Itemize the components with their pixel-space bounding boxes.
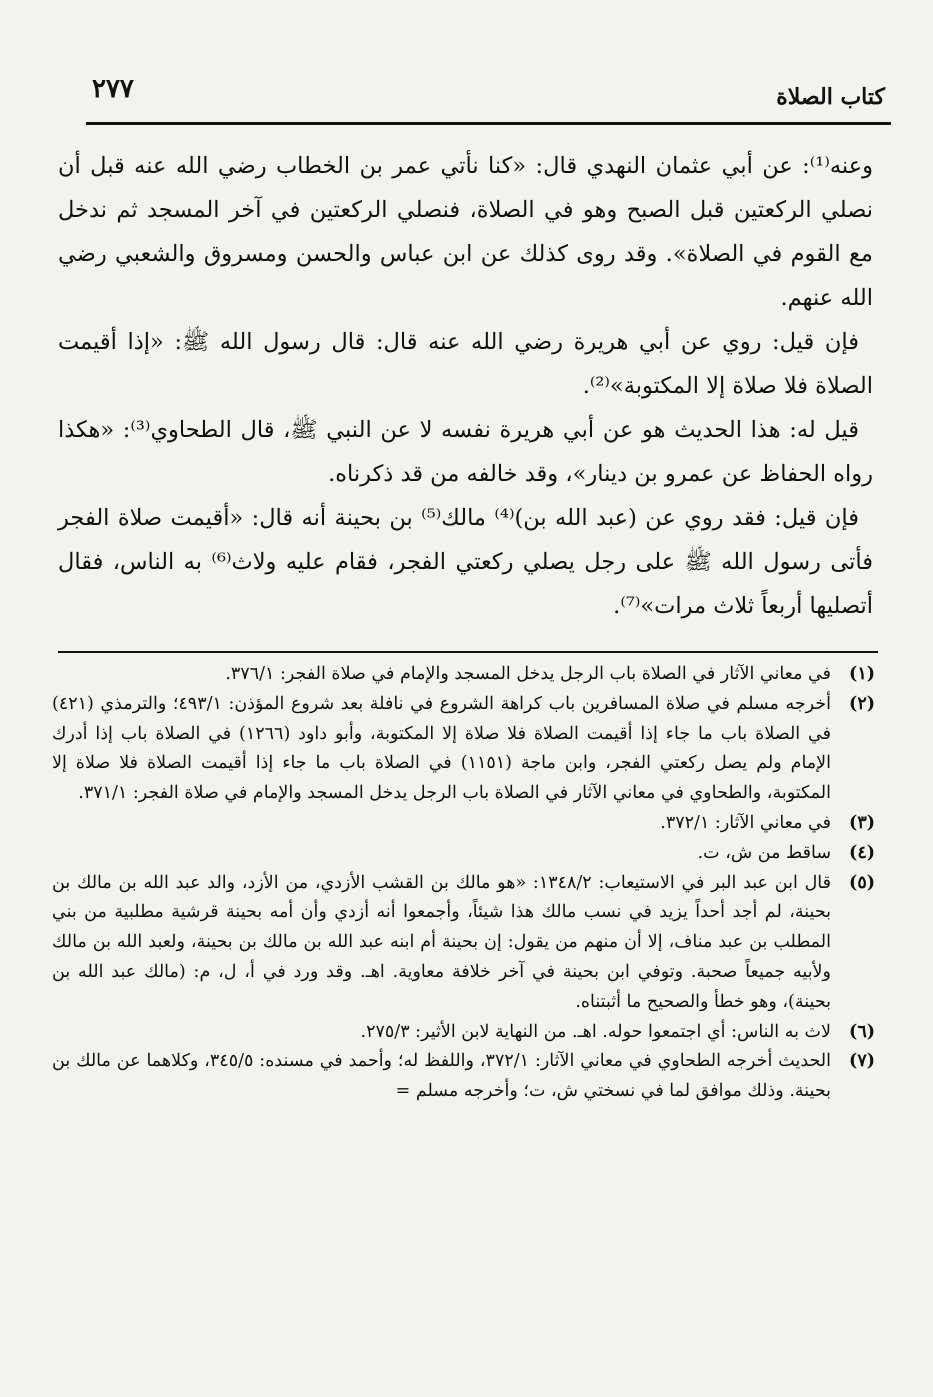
footnote-number: (٧) bbox=[849, 1051, 875, 1072]
header-rule bbox=[86, 122, 891, 125]
footnote-text: في معاني الآثار: ٣٧٢/١. bbox=[660, 812, 831, 833]
footnote-number: (١) bbox=[849, 664, 875, 684]
footnote bbox=[52, 809, 875, 839]
paragraph: وعنه⁽¹⁾: عن أبي عثمان النهدي قال: «كنا نأتي عمر بن الخطاب رضي الله عنه قبل أن نصلي الركعتين قبل الصبح وهو في الصلاة، فنصلي الركعتين في آخر المسجد ثم ندخل مع القوم في الصلاة». وقد روى كذلك عن ابن عباس والحسن ومسروق والشعبي رضي الله عنهم. bbox=[58, 153, 873, 311]
footnote bbox=[52, 1047, 875, 1107]
page-number: ٢٧٧ bbox=[92, 74, 134, 104]
footnote-text: قال ابن عبد البر في الاستيعاب: ١٣٤٨/٢: «هو مالك بن القشب الأزدي، من الأزد، والد عبد الله بن مالك بن بحينة، لم أجد أحداً يزيد في نسب مالك هذا شيئاً، وأجمعوا أنه أزدي وأن أمه بحينة قرشية مطلبية من بني المطلب بن عبد مناف، إلا أن منهم من يقول: إن بحينة أم ابنه عبد الله بن مالك بن بحينة، ولعبد الله بن مالك ولأبيه جميعاً صحبة. وتوفي ابن بحينة في آخر خلافة معاوية. اهـ. وقد ورد في أ، ل، م: (مالك عبد الله بن بحينة)، وهو خطأ والصحيح ما أثبتناه. bbox=[52, 872, 831, 1012]
footnote-text: ساقط من ش، ت. bbox=[697, 842, 831, 863]
footnote-number: (٣) bbox=[849, 812, 875, 833]
chapter-title: كتاب الصلاة bbox=[776, 84, 885, 110]
footnotes bbox=[52, 660, 875, 1107]
footnote-number: (٤) bbox=[849, 842, 875, 863]
paragraph: قيل له: هذا الحديث هو عن أبي هريرة نفسه لا عن النبي ﷺ، قال الطحاوي⁽³⁾: «هكذا رواه الحفاظ عن عمرو بن دينار»، وقد خالفه من قد ذكرناه. bbox=[58, 417, 873, 487]
paragraph: فإن قيل: روي عن أبي هريرة رضي الله عنه قال: قال رسول الله ﷺ: «إذا أقيمت الصلاة فلا صلاة إلا المكتوبة»⁽²⁾. bbox=[58, 329, 873, 399]
footnote bbox=[52, 1018, 875, 1048]
footnote-text: أخرجه مسلم في صلاة المسافرين باب كراهة الشروع في نافلة بعد شروع المؤذن: ٤٩٣/١؛ والترمذي (٤٢١) في الصلاة باب ما جاء إذا أقيمت الصلاة فلا صلاة إلا المكتوبة، وأبو داود (١٢٦٦) في الصلاة باب إذا أدرك الإمام ولم يصل ركعتي الفجر، وابن ماجة (١١٥١) في الصلاة باب ما جاء إذا أقيمت الصلاة فلا صلاة إلا المكتوبة، والطحاوي في معاني الآثار في الصلاة باب الرجل يدخل المسجد والإمام في صلاة الفجر: ٣٧١/١. bbox=[52, 693, 832, 804]
footnote-number: (٥) bbox=[849, 872, 875, 893]
page-header bbox=[92, 62, 885, 110]
footnote-separator bbox=[58, 651, 878, 653]
footnote bbox=[52, 869, 875, 1018]
footnote bbox=[52, 839, 875, 869]
footnote-number: (٦) bbox=[849, 1021, 875, 1042]
paragraph: فإن قيل: فقد روي عن (عبد الله بن)⁽⁴⁾ مالك⁽⁵⁾ بن بحينة أنه قال: «أقيمت صلاة الفجر فأتى رسول الله ﷺ على رجل يصلي ركعتي الفجر، فقام عليه ولاث⁽⁶⁾ به الناس، فقال أتصليها أربعاً ثلاث مرات»⁽⁷⁾. bbox=[58, 505, 873, 619]
footnote bbox=[52, 690, 875, 809]
main-text bbox=[58, 144, 873, 628]
footnote-text: لاث به الناس: أي اجتمعوا حوله. اهـ. من النهاية لابن الأثير: ٢٧٥/٣. bbox=[360, 1021, 831, 1042]
footnote-text: في معاني الآثار في الصلاة باب الرجل يدخل المسجد والإمام في صلاة الفجر: ٣٧٦/١. bbox=[225, 664, 831, 684]
footnote-text: الحديث أخرجه الطحاوي في معاني الآثار: ٣٧٢/١، واللفظ له؛ وأحمد في مسنده: ٣٤٥/٥، وكلاهما عن مالك بن بحينة. وذلك موافق لما في نسختي ش، ت؛ وأخرجه مسلم = bbox=[52, 1051, 831, 1102]
footnote-number: (٢) bbox=[849, 693, 875, 714]
footnote bbox=[52, 660, 875, 690]
